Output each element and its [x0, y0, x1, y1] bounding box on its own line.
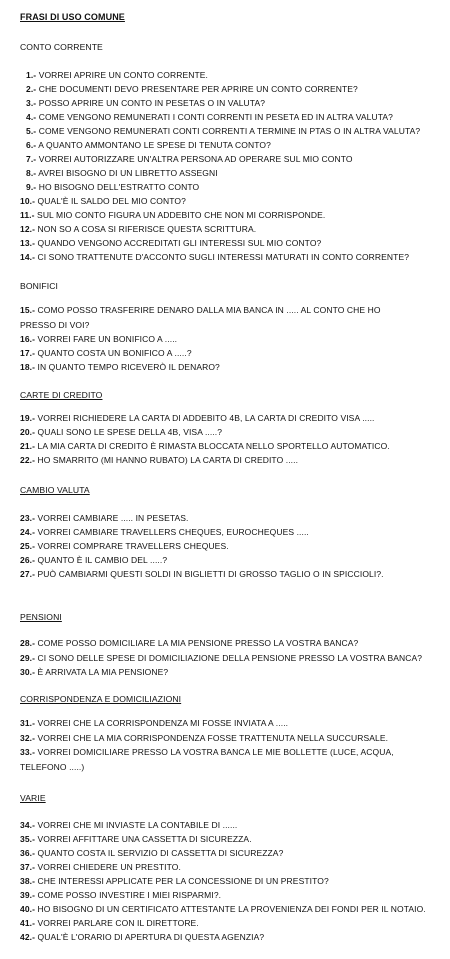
- phrase-number: 25.-: [20, 541, 36, 551]
- phrase-item: [20, 513, 189, 523]
- phrase-item: [20, 455, 298, 465]
- phrase-item: [20, 890, 221, 900]
- phrase-number: 2.-: [26, 84, 37, 94]
- phrase-item: [20, 718, 288, 728]
- phrase-item: [20, 210, 325, 220]
- phrase-text: NON SO A COSA SI RIFERISCE QUESTA SCRITTURA.: [37, 224, 257, 234]
- phrase-number: 7.-: [26, 154, 37, 164]
- phrase-number: 39.-: [20, 890, 36, 900]
- phrase-number: 28.-: [20, 638, 36, 648]
- phrase-item: [26, 140, 271, 150]
- phrase-item: [20, 653, 422, 663]
- phrase-number: 31.-: [20, 718, 36, 728]
- phrase-text: POSSO APRIRE UN CONTO IN PESETAS O IN VALUTA?: [38, 98, 266, 108]
- phrase-text: VORREI COMPRARE TRAVELLERS CHEQUES.: [37, 541, 229, 551]
- phrase-text: QUANTO È IL CAMBIO DEL .....?: [37, 555, 168, 565]
- phrase-text: QUANTO COSTA UN BONIFICO A .....?: [37, 348, 192, 358]
- phrase-number: 33.-: [20, 747, 36, 757]
- phrase-item: [26, 84, 358, 94]
- phrase-item: [20, 762, 84, 772]
- phrase-number: 26.-: [20, 555, 36, 565]
- phrase-text: CI SONO TRATTENUTE D'ACCONTO SUGLI INTERESSI MATURATI IN CONTO CORRENTE?: [37, 252, 410, 262]
- phrase-item: [20, 904, 426, 914]
- phrase-number: 17.-: [20, 348, 36, 358]
- phrase-number: 6.-: [26, 140, 37, 150]
- phrase-item: [26, 98, 265, 108]
- phrase-item: [20, 555, 167, 565]
- phrase-number: 27.-: [20, 569, 36, 579]
- phrase-number: 19.-: [20, 413, 36, 423]
- page-title: FRASI DI USO COMUNE: [20, 12, 125, 22]
- phrase-number: 36.-: [20, 848, 36, 858]
- phrase-text: QUAL'È IL SALDO DEL MIO CONTO?: [37, 196, 186, 206]
- phrase-text: VORREI CHE MI INVIASTE LA CONTABILE DI ......: [37, 820, 238, 830]
- phrase-text: PUÒ CAMBIARMI QUESTI SOLDI IN BIGLIETTI DI GROSSO TAGLIO O IN SPICCIOLI?.: [37, 569, 384, 579]
- phrase-number: 13.-: [20, 238, 36, 248]
- phrase-text: VORREI CHE LA CORRISPONDENZA MI FOSSE INVIATA A .....: [37, 718, 289, 728]
- phrase-text: HO SMARRITO (MI HANNO RUBATO) LA CARTA DI CREDITO .....: [37, 455, 299, 465]
- phrase-number: 5.-: [26, 126, 37, 136]
- phrase-text: VORREI DOMICILIARE PRESSO LA VOSTRA BANCA LE MIE BOLLETTE (LUCE, ACQUA,: [37, 747, 394, 757]
- phrase-number: 8.-: [26, 168, 37, 178]
- phrase-item: [20, 305, 381, 315]
- phrase-item: [20, 932, 264, 942]
- phrase-item: [20, 413, 375, 423]
- phrase-item: [20, 427, 222, 437]
- phrase-text: VORREI AUTORIZZARE UN'ALTRA PERSONA AD OPERARE SUL MIO CONTO: [38, 154, 353, 164]
- phrase-item: [20, 820, 237, 830]
- phrase-number: 41.-: [20, 918, 36, 928]
- section-heading: CONTO CORRENTE: [20, 42, 103, 52]
- phrase-number: 11.-: [20, 210, 35, 220]
- phrase-number: 40.-: [20, 904, 36, 914]
- phrase-item: [20, 667, 168, 677]
- phrase-number: 35.-: [20, 834, 36, 844]
- phrase-item: [20, 334, 177, 344]
- phrase-number: 14.-: [20, 252, 36, 262]
- phrase-item: [20, 196, 186, 206]
- phrase-item: [20, 362, 220, 372]
- phrase-number: 10.-: [20, 196, 36, 206]
- phrase-text: SUL MIO CONTO FIGURA UN ADDEBITO CHE NON MI CORRISPONDE.: [37, 210, 326, 220]
- phrase-item: [20, 348, 192, 358]
- phrase-text: HO BISOGNO DELL'ESTRATTO CONTO: [38, 182, 200, 192]
- phrase-item: [20, 638, 358, 648]
- phrase-item: [20, 876, 329, 886]
- phrase-number: 15.-: [20, 305, 36, 315]
- phrase-number: 24.-: [20, 527, 36, 537]
- phrase-item: [20, 834, 252, 844]
- phrase-text: COME POSSO DOMICILIARE LA MIA PENSIONE PRESSO LA VOSTRA BANCA?: [37, 638, 359, 648]
- phrase-number: 18.-: [20, 362, 36, 372]
- phrase-item: [26, 168, 218, 178]
- phrase-number: 38.-: [20, 876, 36, 886]
- phrase-item: [20, 441, 390, 451]
- phrase-text: A QUANTO AMMONTANO LE SPESE DI TENUTA CONTO?: [38, 140, 271, 150]
- phrase-text: COME VENGONO REMUNERATI I CONTI CORRENTI IN PESETA ED IN ALTRA VALUTA?: [38, 112, 393, 122]
- phrase-item: [20, 238, 321, 248]
- phrase-text: COME POSSO INVESTIRE I MIEI RISPARMI?.: [37, 890, 222, 900]
- phrase-text: QUANTO COSTA IL SERVIZIO DI CASSETTA DI SICUREZZA?: [37, 848, 284, 858]
- phrase-number: 42.-: [20, 932, 36, 942]
- phrase-number: 34.-: [20, 820, 36, 830]
- phrase-text: VORREI PARLARE CON IL DIRETTORE.: [37, 918, 199, 928]
- section-heading: CARTE DI CREDITO: [20, 390, 103, 400]
- phrase-text: VORREI AFFITTARE UNA CASSETTA DI SICUREZZA.: [37, 834, 252, 844]
- phrase-number: 32.-: [20, 733, 36, 743]
- phrase-text: VORREI CHIEDERE UN PRESTITO.: [37, 862, 181, 872]
- phrase-text: VORREI APRIRE UN CONTO CORRENTE.: [38, 70, 208, 80]
- phrase-text: COMO POSSO TRASFERIRE DENARO DALLA MIA BANCA IN ..... AL CONTO CHE HO: [37, 305, 381, 315]
- phrase-text: QUALI SONO LE SPESE DELLA 4B, VISA .....?: [37, 427, 223, 437]
- phrase-item: [20, 862, 181, 872]
- phrase-number: 30.-: [20, 667, 36, 677]
- phrase-item: [20, 918, 199, 928]
- phrase-item: [20, 527, 309, 537]
- phrase-item: [26, 112, 393, 122]
- phrase-text: VORREI RICHIEDERE LA CARTA DI ADDEBITO 4B, LA CARTA DI CREDITO VISA .....: [37, 413, 375, 423]
- phrase-number: 37.-: [20, 862, 36, 872]
- section-heading: CAMBIO VALUTA: [20, 485, 90, 495]
- phrase-number: 9.-: [26, 182, 37, 192]
- phrase-text: AVREI BISOGNO DI UN LIBRETTO ASSEGNI: [38, 168, 218, 178]
- phrase-number: 22.-: [20, 455, 36, 465]
- phrase-item: [20, 733, 388, 743]
- phrase-number: 21.-: [20, 441, 36, 451]
- phrase-number: 16.-: [20, 334, 36, 344]
- phrase-item: [20, 848, 283, 858]
- phrase-item: [20, 569, 384, 579]
- phrase-item: [26, 70, 208, 80]
- phrase-text: LA MIA CARTA DI CREDITO È RIMASTA BLOCCATA NELLO SPORTELLO AUTOMATICO.: [37, 441, 390, 451]
- phrase-text: CHE INTERESSI APPLICATE PER LA CONCESSIONE DI UN PRESTITO?: [37, 876, 329, 886]
- phrase-text: TELEFONO .....): [20, 762, 85, 772]
- section-heading: CORRISPONDENZA E DOMICILIAZIONI: [20, 694, 182, 704]
- phrase-item: [26, 154, 353, 164]
- phrase-item: [20, 224, 256, 234]
- phrase-text: HO BISOGNO DI UN CERTIFICATO ATTESTANTE LA PROVENIENZA DEI FONDI PER IL NOTAIO.: [37, 904, 426, 914]
- phrase-text: COME VENGONO REMUNERATI CONTI CORRENTI A TERMINE IN PTAS O IN ALTRA VALUTA?: [38, 126, 421, 136]
- phrase-text: QUAL'È L'ORARIO DI APERTURA DI QUESTA AGENZIA?: [37, 932, 265, 942]
- phrase-item: [20, 747, 394, 757]
- phrase-item: [20, 252, 409, 262]
- phrase-text: QUANDO VENGONO ACCREDITATI GLI INTERESSI SUL MIO CONTO?: [37, 238, 322, 248]
- phrase-number: 4.-: [26, 112, 37, 122]
- phrase-text: VORREI CAMBIARE TRAVELLERS CHEQUES, EUROCHEQUES .....: [37, 527, 309, 537]
- phrase-text: CHE DOCUMENTI DEVO PRESENTARE PER APRIRE UN CONTO CORRENTE?: [38, 84, 358, 94]
- phrase-number: 12.-: [20, 224, 36, 234]
- phrase-text: VORREI CAMBIARE ..... IN PESETAS.: [37, 513, 189, 523]
- phrase-text: IN QUANTO TEMPO RICEVERÒ IL DENARO?: [37, 362, 220, 372]
- section-heading: BONIFICI: [20, 281, 59, 291]
- phrase-number: 3.-: [26, 98, 37, 108]
- phrase-text: VORREI CHE LA MIA CORRISPONDENZA FOSSE TRATTENUTA NELLA SUCCURSALE.: [37, 733, 389, 743]
- phrase-item: [26, 126, 420, 136]
- phrase-number: 23.-: [20, 513, 36, 523]
- phrase-text: PRESSO DI VOI?: [20, 320, 90, 330]
- phrase-number: 20.-: [20, 427, 36, 437]
- section-heading: VARIE: [20, 793, 46, 803]
- section-heading: PENSIONI: [20, 612, 62, 622]
- phrase-text: CI SONO DELLE SPESE DI DOMICILIAZIONE DELLA PENSIONE PRESSO LA VOSTRA BANCA?: [37, 653, 423, 663]
- phrase-text: È ARRIVATA LA MIA PENSIONE?: [37, 667, 169, 677]
- phrase-item: [20, 320, 89, 330]
- phrase-number: 1.-: [26, 70, 37, 80]
- phrase-number: 29.-: [20, 653, 36, 663]
- phrase-item: [26, 182, 199, 192]
- phrase-item: [20, 541, 229, 551]
- phrase-text: VORREI FARE UN BONIFICO A .....: [37, 334, 178, 344]
